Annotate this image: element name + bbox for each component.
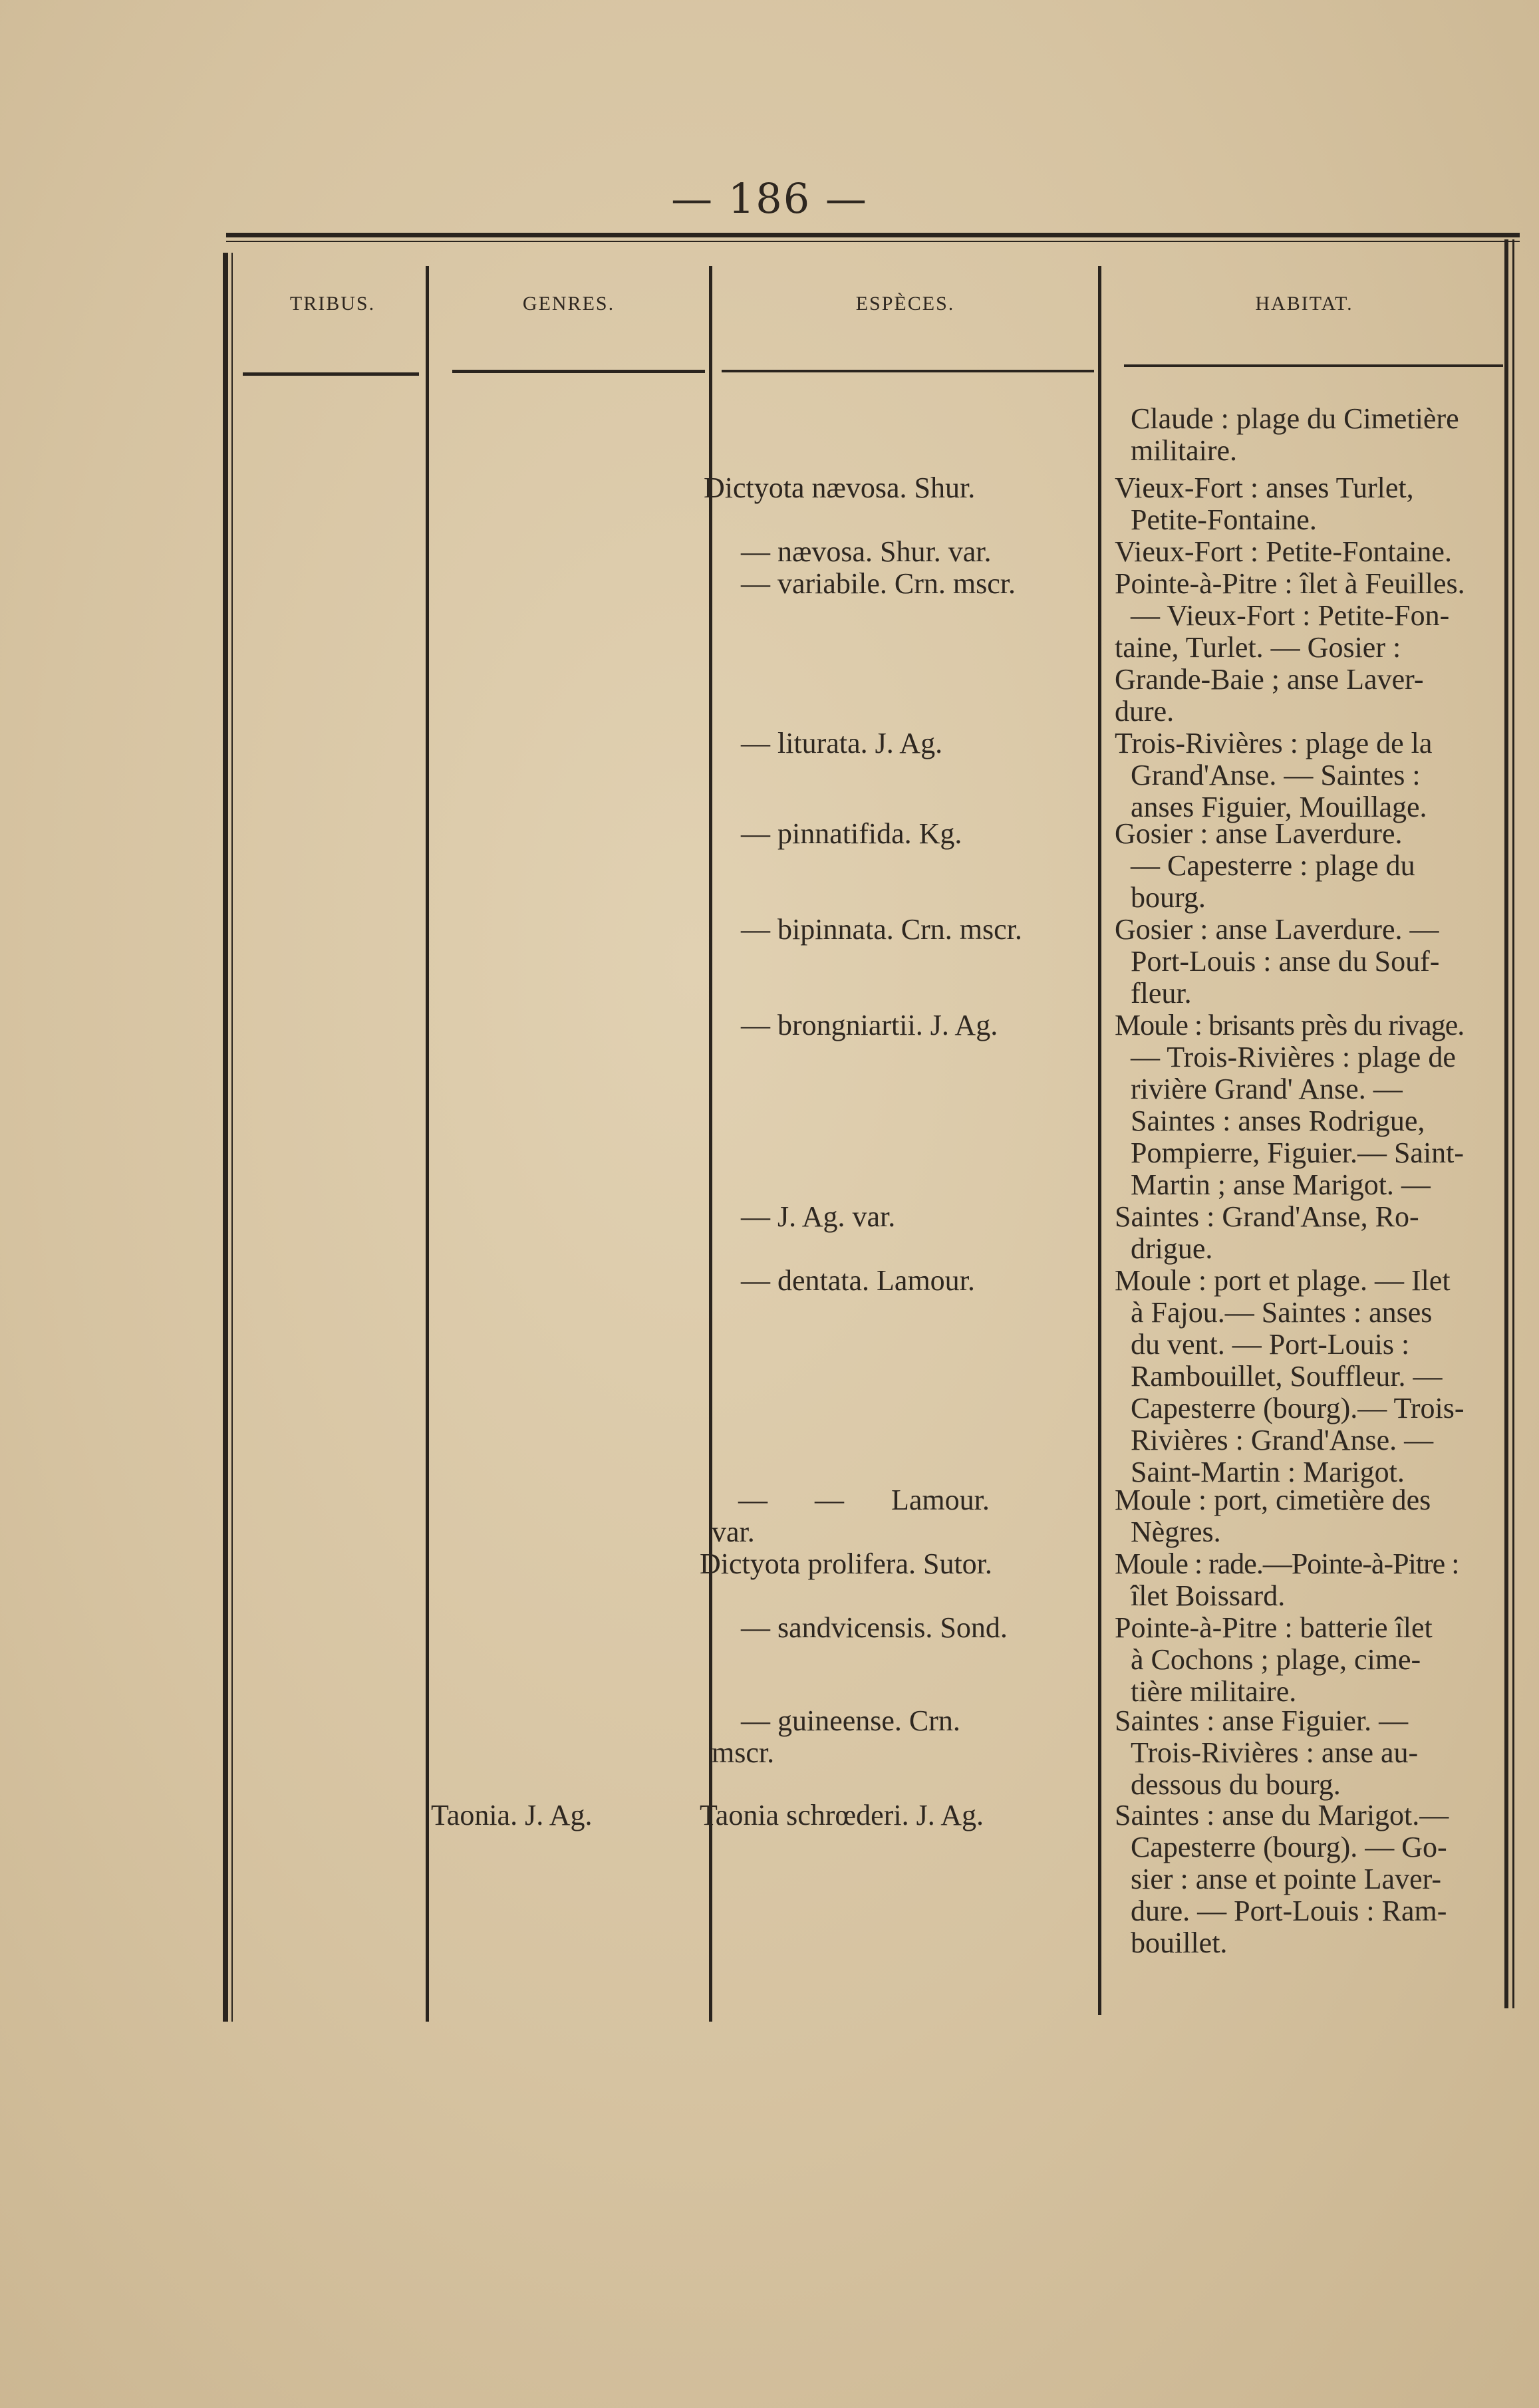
habitat-line: taine, Turlet. — Gosier : [1115, 631, 1401, 664]
header-underline-habitat [1124, 364, 1503, 367]
table-top-rule [226, 233, 1520, 237]
table-left-border-thin [231, 253, 233, 2022]
habitat-line: Capesterre (bourg).— Trois- [1131, 1392, 1465, 1424]
species-cell [712, 1705, 960, 1769]
habitat-line: anses Figuier, Mouillage. [1131, 791, 1427, 823]
habitat-cell [1115, 568, 1465, 728]
table-right-border-thin [1512, 239, 1514, 2008]
species-name-continued: mscr. [712, 1736, 775, 1769]
habitat-line: bourg. [1131, 881, 1206, 914]
habitat-line: Moule : rade.—Pointe-à-Pitre : [1115, 1547, 1459, 1580]
habitat-cell [1115, 472, 1414, 536]
header-tribus: TRIBUS. [289, 293, 376, 315]
table-top-rule-thin [226, 241, 1520, 242]
habitat-line: Moule : brisants près du rivage. [1115, 1009, 1465, 1041]
habitat-line: Rambouillet, Souffleur. — [1131, 1360, 1443, 1393]
column-divider-3 [1098, 266, 1101, 2015]
species-cell [712, 1484, 990, 1548]
habitat-cell [1115, 1548, 1459, 1612]
habitat-line: Martin ; anse Marigot. — [1131, 1168, 1431, 1201]
habitat-cell [1115, 1201, 1419, 1265]
habitat-line: Vieux-Fort : anses Turlet, [1115, 471, 1414, 504]
header-especes: ESPÈCES. [855, 293, 955, 315]
habitat-line: îlet Boissard. [1131, 1579, 1286, 1612]
species-cell: — brongniartii. J. Ag. [741, 1009, 998, 1041]
page-number: — 186 — [671, 174, 868, 223]
species-cell: Taonia schrœderi. J. Ag. [700, 1799, 984, 1831]
species-cell: — pinnatifida. Kg. [741, 817, 962, 850]
habitat-line: drigue. [1131, 1232, 1213, 1265]
habitat-line: rivière Grand' Anse. — [1131, 1073, 1403, 1105]
habitat-line: bouillet. [1131, 1927, 1228, 1959]
habitat-line: — Trois-Rivières : plage de [1131, 1041, 1456, 1073]
habitat-cell [1115, 818, 1415, 914]
habitat-line: — Vieux-Fort : Petite-Fon- [1131, 599, 1450, 632]
column-divider-1 [426, 266, 429, 2022]
habitat-cell [1115, 1265, 1464, 1488]
habitat-cell [1115, 1484, 1431, 1548]
habitat-cell [1115, 914, 1439, 1009]
habitat-line: Trois-Rivières : anse au- [1131, 1736, 1419, 1769]
habitat-line: dessous du bourg. [1131, 1768, 1341, 1801]
habitat-line: Saintes : anse Figuier. — [1115, 1704, 1409, 1737]
species-cell: — nævosa. Shur. var. [741, 535, 992, 568]
habitat-line: Moule : port et plage. — Ilet [1115, 1264, 1451, 1297]
habitat-cell [1115, 1612, 1433, 1708]
habitat-line: Pointe-à-Pitre : îlet à Feuilles. [1115, 567, 1465, 600]
header-habitat: HABITAT. [1255, 293, 1353, 315]
species-name-continued: var. [712, 1516, 755, 1548]
habitat-line: Grand'Anse. — Saintes : [1131, 759, 1421, 791]
habitat-cell [1115, 728, 1432, 823]
habitat-line: Saint-Martin : Marigot. [1131, 1456, 1405, 1488]
habitat-line: Nègres. [1131, 1516, 1221, 1548]
habitat-line: Trois-Rivières : plage de la [1115, 727, 1433, 759]
habitat-cell [1131, 403, 1459, 467]
table-right-border [1504, 239, 1508, 2008]
habitat-line: — Capesterre : plage du [1131, 849, 1415, 882]
habitat-line: à Fajou.— Saintes : anses [1131, 1296, 1433, 1329]
habitat-line: à Cochons ; plage, cime- [1131, 1643, 1421, 1676]
habitat-line: Saintes : anse du Marigot.— [1115, 1799, 1449, 1831]
habitat-line: du vent. — Port-Louis : [1131, 1328, 1410, 1361]
species-cell: — dentata. Lamour. [741, 1264, 975, 1297]
habitat-line: dure. — Port-Louis : Ram- [1131, 1895, 1447, 1927]
habitat-line: Petite-Fontaine. [1131, 503, 1317, 536]
habitat-cell [1115, 1800, 1449, 1959]
habitat-cell [1115, 1009, 1464, 1201]
habitat-line: Claude : plage du Cimetière [1131, 402, 1459, 435]
genus-cell: Taonia. J. Ag. [431, 1799, 593, 1831]
species-name: — — Lamour. [738, 1484, 990, 1516]
species-cell: — variabile. Crn. mscr. [741, 567, 1016, 600]
habitat-line: Rivières : Grand'Anse. — [1131, 1424, 1434, 1456]
habitat-line: Saintes : Grand'Anse, Ro- [1115, 1200, 1419, 1233]
header-underline-especes [722, 370, 1094, 372]
habitat-line: Pointe-à-Pitre : batterie îlet [1115, 1611, 1433, 1644]
habitat-line: fleur. [1131, 977, 1192, 1009]
species-cell: Dictyota nævosa. Shur. [704, 471, 976, 504]
species-name: — guineense. Crn. [741, 1704, 960, 1737]
habitat-line: Gosier : anse Laverdure. — [1115, 913, 1439, 946]
habitat-line: sier : anse et pointe Laver- [1131, 1863, 1442, 1895]
species-cell: — J. Ag. var. [741, 1200, 896, 1233]
habitat-cell [1115, 536, 1452, 568]
habitat-line: Vieux-Fort : Petite-Fontaine. [1115, 535, 1452, 568]
header-genres: GENRES. [522, 293, 615, 315]
table-left-border [223, 253, 228, 2022]
habitat-cell [1115, 1705, 1418, 1801]
habitat-line: Moule : port, cimetière des [1115, 1484, 1431, 1516]
habitat-line: Saintes : anses Rodrigue, [1131, 1105, 1425, 1137]
habitat-line: dure. [1115, 695, 1175, 728]
habitat-line: militaire. [1131, 434, 1238, 467]
header-underline-tribus [243, 372, 419, 376]
species-cell: — bipinnata. Crn. mscr. [741, 913, 1022, 946]
habitat-line: tière militaire. [1131, 1675, 1297, 1708]
habitat-line: Pompierre, Figuier.— Saint- [1131, 1137, 1465, 1169]
habitat-line: Port-Louis : anse du Souf- [1131, 945, 1440, 978]
header-underline-genres [452, 370, 705, 373]
habitat-line: Grande-Baie ; anse Laver- [1115, 663, 1424, 696]
species-cell: — sandvicensis. Sond. [741, 1611, 1008, 1644]
habitat-line: Gosier : anse Laverdure. [1115, 817, 1403, 850]
species-cell: — liturata. J. Ag. [741, 727, 943, 759]
species-cell: Dictyota prolifera. Sutor. [700, 1547, 992, 1580]
habitat-line: Capesterre (bourg). — Go- [1131, 1831, 1447, 1863]
